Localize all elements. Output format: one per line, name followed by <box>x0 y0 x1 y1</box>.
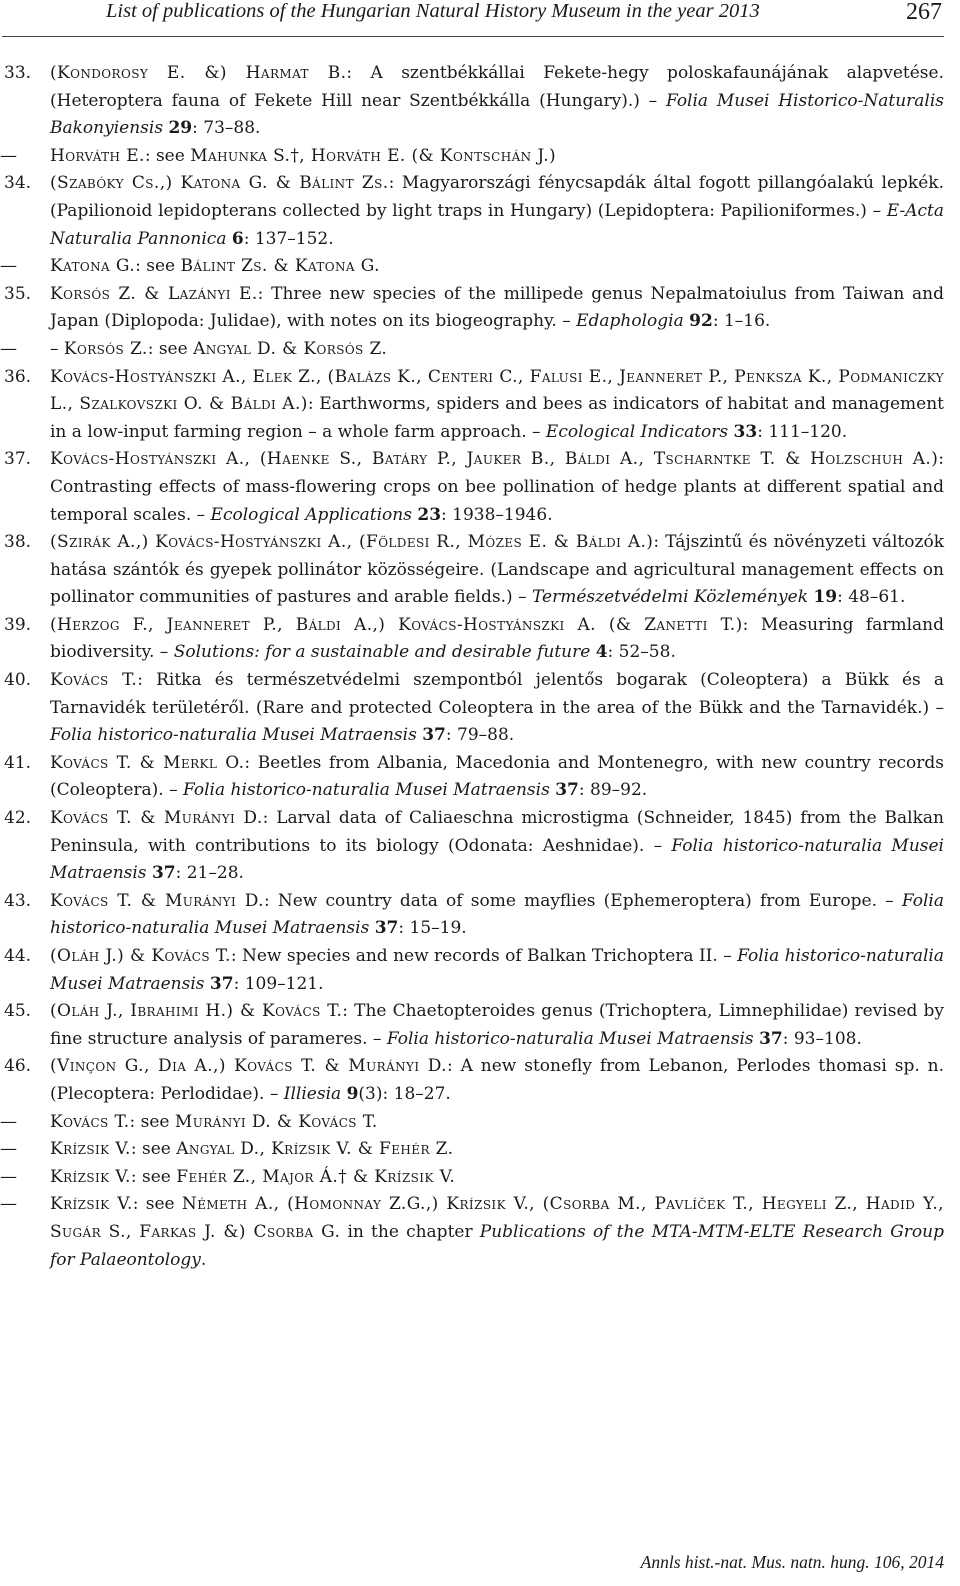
cross-reference-entry <box>0 1191 960 1274</box>
entry-text: : The Chaetopteroides genus (Trichoptera, Limnephilidae) revised by fine structure analysis of parameres. – <box>50 1001 944 1049</box>
journal-title: Ecological Indicators <box>545 421 729 442</box>
author-names: (Szabóky Cs.,) Katona G. & Bálint Zs. <box>50 173 389 194</box>
journal-title: Ecological Applications <box>210 504 412 525</box>
journal-title: Folia historico-naturalia Musei Matraensis <box>50 835 944 884</box>
author-names: (Kondorosy E. &) Harmat B. <box>50 63 347 83</box>
volume-number: 37 <box>422 725 446 746</box>
cross-reference-entry <box>0 143 960 171</box>
entry-text: : Contrasting effects of mass-flowering crops on bee pollination of hedge plants at different spatial and temporal scales. – <box>50 449 944 525</box>
entry-text: : 21–28. <box>175 863 244 884</box>
entry-text: : 48–61. <box>837 587 906 608</box>
publication-entry <box>0 943 960 998</box>
entry-text: – <box>50 338 64 359</box>
author-names: Angyal D. & Korsós Z. <box>193 338 388 359</box>
entry-text: : 79–88. <box>445 725 515 746</box>
publication-entry <box>0 281 960 336</box>
author-names: Németh A., (Homonnay Z.G.,) Krízsik V., (Csorba M., Pavlíček T., Hegyeli Z., Hadid Y., Sugár S., Farkas J. &) Csorba G. <box>50 1194 944 1242</box>
entry-text: : see <box>132 1194 182 1215</box>
publication-entry <box>0 750 960 805</box>
entry-text: (3): 18–27. <box>358 1083 451 1104</box>
journal-citation: Annls hist.-nat. Mus. natn. hung. 106, 2014 <box>640 1552 944 1572</box>
journal-title: Illiesia <box>283 1083 342 1104</box>
entry-number: 36. <box>4 366 32 387</box>
journal-title: Folia historico-naturalia Musei Matraensis <box>386 1028 754 1049</box>
publication-entry <box>0 888 960 943</box>
entry-text: : A new stonefly from Lebanon, Perlodes thomasi sp. n. (Plecoptera: Perlodidae). – <box>50 1056 944 1104</box>
publication-entry <box>0 1053 960 1108</box>
volume-number: 19 <box>813 587 838 608</box>
journal-title: Folia historico-naturalia Musei Matraensis <box>183 780 550 801</box>
cross-reference-entry <box>0 336 960 364</box>
entry-text: : 73–88. <box>192 118 261 139</box>
running-title: List of publications of the Hungarian Natural History Museum in the year 2013 <box>106 0 760 22</box>
entry-dash: — <box>0 256 17 277</box>
journal-title: Természetvédelmi Közlemények <box>532 587 809 608</box>
entry-number: 38. <box>4 532 32 553</box>
page-number: 267 <box>906 0 942 25</box>
entry-dash: — <box>0 1139 17 1160</box>
author-names: Kovács T. & Murányi D. <box>50 890 264 911</box>
entry-number: 44. <box>4 946 32 966</box>
publication-entry <box>0 529 960 612</box>
entry-number: 39. <box>4 614 32 635</box>
author-names: (Oláh J.) & Kovács T. <box>50 946 231 966</box>
publication-entry <box>0 998 960 1053</box>
journal-title: Solutions: for a sustainable and desirable future <box>173 642 591 663</box>
cross-reference-entry <box>0 1164 960 1192</box>
entry-dash: — <box>0 145 17 166</box>
author-names: Korsós Z. & Lazányi E. <box>50 283 258 304</box>
entry-dash: — <box>0 1111 17 1132</box>
author-names: Krízsik V. <box>50 1194 133 1215</box>
publication-entry <box>0 170 960 253</box>
author-names: Murányi D. & Kovács T. <box>174 1111 378 1132</box>
publication-entry <box>0 612 960 667</box>
entry-text: : see <box>147 338 194 359</box>
entry-number: 43. <box>4 890 32 911</box>
entry-text: : 89–92. <box>578 780 648 801</box>
volume-number: 37 <box>555 780 579 801</box>
author-names: Angyal D., Krízsik V. & Fehér Z. <box>176 1139 454 1160</box>
entry-text: : Three new species of the millipede genus Nepalmatoiulus from Taiwan and Japan (Diplopoda: Julidae), with notes on its biogeography. – <box>50 283 944 332</box>
entry-number: 45. <box>4 1001 32 1022</box>
volume-number: 23 <box>417 504 442 525</box>
volume-number: 4 <box>595 642 608 663</box>
entry-text: : 1938–1946. <box>441 504 553 525</box>
author-names: Fehér Z., Major Á.† & Krízsik V. <box>176 1166 456 1187</box>
entry-text: : see <box>129 1111 175 1132</box>
author-names: Katona G. <box>50 256 136 277</box>
publication-list <box>0 60 960 1274</box>
author-names: Krízsik V. <box>50 1166 131 1187</box>
journal-title: Folia historico-naturalia Musei Matraensis <box>50 725 417 746</box>
entry-number: 37. <box>4 449 32 470</box>
cross-reference-entry <box>0 253 960 281</box>
entry-text: : 52–58. <box>607 642 676 663</box>
volume-number: 29 <box>168 118 193 139</box>
author-names: (Szirák A.,) Kovács-Hostyánszki A., (Földesi R., Mózes E. & Báldi A.) <box>50 532 654 553</box>
volume-number: 6 <box>231 228 244 249</box>
entry-text: : see <box>130 1139 177 1160</box>
author-names: Horváth E. <box>50 145 145 166</box>
volume-number: 37 <box>209 973 234 994</box>
volume-number: 37 <box>374 918 399 939</box>
entry-text: : Measuring farmland biodiversity. – <box>50 614 944 663</box>
entry-dash: — <box>0 1166 17 1187</box>
volume-number: 9 <box>346 1083 359 1104</box>
journal-title: Folia historico-naturalia Musei Matraensis <box>50 890 944 939</box>
entry-text: : A szentbékkállai Fekete-hegy poloskafaunájának alapvetése. (Heteroptera fauna of Fekete Hill near Szentbékkálla (Hungary).) – <box>50 63 944 111</box>
entry-dash: — <box>0 338 17 359</box>
entry-number: 41. <box>4 752 32 773</box>
entry-text: : 111–120. <box>757 421 848 442</box>
author-names: (Oláh J., Ibrahimi H.) & Kovács T. <box>50 1001 343 1022</box>
volume-number: 33 <box>733 421 758 442</box>
header-rule <box>2 36 944 37</box>
author-names: Kovács-Hostyánszki A., (Haenke S., Batáry P., Jauker B., Báldi A., Tscharntke T. & Holzschuh A.) <box>50 449 939 470</box>
entry-text: : Tájszintű és növényzeti változók hatása szántók és gyepek pollinátor közösségeire. (Landscape and agricultural management effects on pollinator communities of pastures and arable fields.) – <box>50 532 944 608</box>
entry-text: : Ritka és természetvédelmi szempontból jelentős bogarak (Coleoptera) a Bükk és a Tarnavidék területéről. (Rare and protected Coleoptera in the area of the Bükk and the Tarnavidék.) – <box>50 670 944 718</box>
entry-text: : 15–19. <box>398 918 467 939</box>
entry-text: : 1–16. <box>712 311 771 332</box>
entry-number: 35. <box>4 283 32 304</box>
entry-text: : Earthworms, spiders and bees as indicators of habitat and management in a low-input farming region – a whole farm approach. – <box>50 394 944 442</box>
journal-title: Publications of the MTA-MTM-ELTE Research Group for Palaeontology <box>50 1221 944 1270</box>
page-header <box>0 0 960 44</box>
volume-number: 92 <box>689 311 713 332</box>
author-names: Bálint Zs. & Katona G. <box>180 256 380 277</box>
publication-entry <box>0 667 960 750</box>
publication-entry <box>0 805 960 888</box>
entry-number: 33. <box>4 63 32 83</box>
author-names: Kovács T. <box>50 670 138 691</box>
cross-reference-entry <box>0 1136 960 1164</box>
entry-text: : 137–152. <box>243 228 334 249</box>
entry-number: 34. <box>4 173 32 194</box>
author-names: Kovács T. & Merkl O. <box>50 752 245 773</box>
entry-text: : see <box>144 145 191 166</box>
entry-text: . <box>200 1249 207 1270</box>
volume-number: 37 <box>759 1028 783 1049</box>
entry-dash: — <box>0 1194 17 1215</box>
journal-title: Folia historico-naturalia Musei Matraensis <box>50 946 944 994</box>
entry-text: in the chapter <box>340 1221 480 1242</box>
entry-text: : 109–121. <box>233 973 324 994</box>
entry-text: : New species and new records of Balkan Trichoptera II. – <box>230 946 738 966</box>
publication-entry <box>0 364 960 447</box>
publication-entry <box>0 446 960 529</box>
author-names: Mahunka S.†, Horváth E. (& Kontschán J.) <box>190 145 557 166</box>
journal-title: Folia Musei Historico-Naturalis Bakonyiensis <box>50 90 944 139</box>
entry-text: : Larval data of Caliaeschna microstigma (Schneider, 1845) from the Balkan Peninsula, with contributions to its biology (Odonata: Aeshnidae). – <box>50 808 944 856</box>
cross-reference-entry <box>0 1109 960 1137</box>
entry-text: : New country data of some mayflies (Ephemeroptera) from Europe. – <box>263 890 902 911</box>
journal-title: Edaphologia <box>576 311 684 332</box>
author-names: Kovács-Hostyánszki A., Elek Z., (Balázs K., Centeri C., Falusi E., Jeanneret P., Penksza K., Podmaniczky L., Szalkovszki O. & Báldi A.) <box>50 366 944 415</box>
entry-text: : see <box>130 1166 177 1187</box>
author-names: (Vinçon G., Dia A.,) Kovács T. & Murányi D. <box>50 1056 447 1077</box>
author-names: Kovács T. & Murányi D. <box>50 808 263 829</box>
entry-number: 46. <box>4 1056 32 1077</box>
author-names: Kovács T. <box>50 1111 130 1132</box>
entry-text: : 93–108. <box>782 1028 862 1049</box>
entry-text: : see <box>135 256 181 277</box>
author-names: Korsós Z. <box>63 338 148 359</box>
entry-text: : Magyarországi fénycsapdák által fogott pillangóalakú lepkék. (Papilionoid lepidopterans collected by light traps in Hungary) (Lepidoptera: Papilioniformes.) – <box>50 173 944 221</box>
author-names: (Herzog F., Jeanneret P., Báldi A.,) Kovács-Hostyánszki A. (& Zanetti T.) <box>50 614 743 635</box>
entry-number: 40. <box>4 670 32 691</box>
entry-text: : Beetles from Albania, Macedonia and Montenegro, with new country records (Coleoptera). – <box>50 752 945 801</box>
journal-title: E-Acta Naturalia Pannonica <box>50 200 944 249</box>
entry-number: 42. <box>4 808 32 829</box>
author-names: Krízsik V. <box>50 1139 131 1160</box>
publication-entry <box>0 60 960 143</box>
volume-number: 37 <box>151 863 176 884</box>
